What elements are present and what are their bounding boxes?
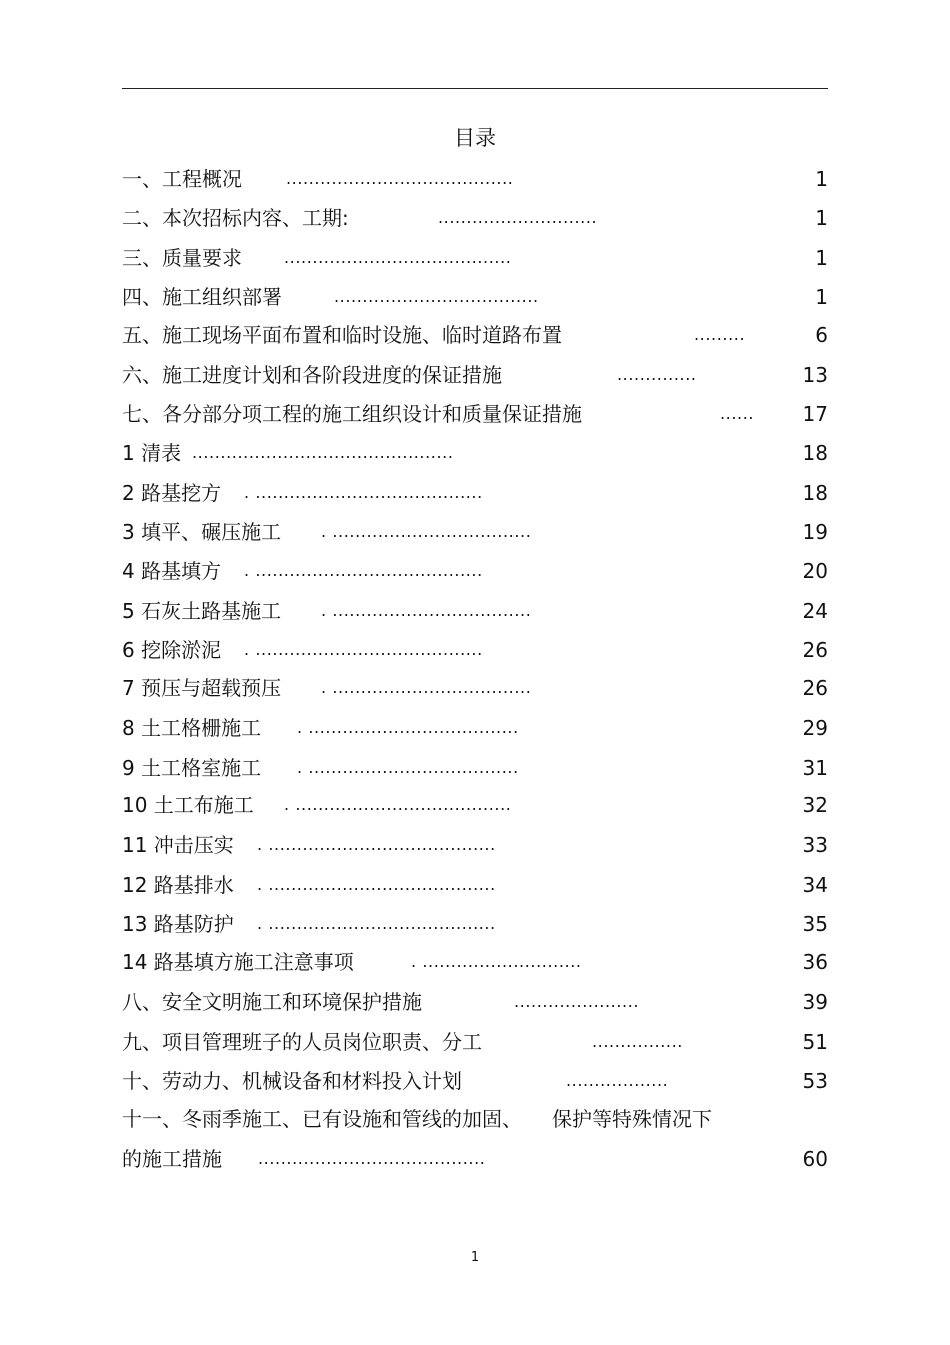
toc-entry — [122, 320, 828, 350]
toc-entry-text: 八、安全文明施工和环境保护措施 — [122, 990, 422, 1014]
toc-entry-text: 9 土工格室施工 — [122, 756, 262, 780]
toc-entry-page: 36 — [802, 950, 828, 974]
toc-entry — [122, 1144, 828, 1174]
toc-entry-leader: ........................................ — [284, 248, 512, 267]
toc-entry-leader: . ........................................ — [244, 561, 483, 580]
toc-entry — [122, 753, 828, 783]
toc-entry-page: 39 — [802, 990, 828, 1014]
toc-entry-leader: . ........................................ — [257, 875, 496, 894]
toc-entry-page: 1 — [815, 246, 828, 270]
toc-entry-text: 14 路基填方施工注意事项 — [122, 950, 354, 974]
toc-entry-page: 1 — [815, 206, 828, 230]
toc-entry-leader: . ................................... — [321, 601, 532, 620]
toc-entry — [122, 909, 828, 939]
toc-entry-text: 1 清表 — [122, 441, 182, 465]
toc-entry-text: 六、施工进度计划和各阶段进度的保证措施 — [122, 363, 502, 387]
toc-entry — [122, 673, 828, 703]
toc-entry-text: 四、施工组织部署 — [122, 285, 282, 309]
toc-entry-page: 19 — [802, 520, 828, 544]
toc-entry-text: 三、质量要求 — [122, 246, 242, 270]
toc-entry-leader: ........................................ — [286, 169, 514, 188]
toc-entry-leader: . ..................................... — [297, 758, 519, 777]
toc-entry-page: 17 — [802, 402, 828, 426]
toc-entry-page: 20 — [802, 559, 828, 583]
toc-entry — [122, 282, 828, 312]
page-number: 1 — [470, 1250, 480, 1265]
toc-entry-text: 10 土工布施工 — [122, 793, 254, 817]
toc-entry-leader: ...... — [720, 404, 755, 423]
toc-entry-page: 35 — [802, 912, 828, 936]
toc-entry — [122, 596, 828, 626]
toc-entry-page: 18 — [802, 481, 828, 505]
toc-entry — [122, 947, 828, 977]
toc-title: 目录 — [454, 126, 496, 150]
toc-entry-page: 29 — [802, 716, 828, 740]
toc-entry — [122, 870, 828, 900]
toc-entry-text: 3 填平、碾压施工 — [122, 520, 282, 544]
toc-entry-text: 4 路基填方 — [122, 559, 222, 583]
toc-entry-leader: . ........................................ — [244, 640, 483, 659]
toc-entry-leader: ......... — [694, 325, 746, 344]
toc-entry-page: 60 — [802, 1147, 828, 1171]
toc-entry-page: 34 — [802, 873, 828, 897]
toc-entry-leader: ............................ — [438, 208, 598, 227]
toc-entry-leader: . ................................... — [321, 678, 532, 697]
toc-entry-page: 18 — [802, 441, 828, 465]
toc-entry-text: 11 冲击压实 — [122, 833, 234, 857]
toc-entry-text: 五、施工现场平面布置和临时设施、临时道路布置 — [122, 323, 562, 347]
toc-entry-text: 12 路基排水 — [122, 873, 234, 897]
toc-entry-page: 31 — [802, 756, 828, 780]
toc-entry-text: 二、本次招标内容、工期: — [122, 206, 349, 230]
toc-entry — [122, 478, 828, 508]
toc-entry-leader: . ........................................ — [257, 835, 496, 854]
toc-entry-leader: . ........................................ — [257, 914, 496, 933]
toc-entry — [122, 164, 828, 194]
toc-entry-page: 1 — [815, 285, 828, 309]
toc-entry-leader: . ................................... — [321, 522, 532, 541]
toc-entry — [122, 517, 828, 547]
toc-entry-text: 2 路基挖方 — [122, 481, 222, 505]
toc-entry-text: 的施工措施 — [122, 1147, 222, 1171]
toc-entry-text: 5 石灰土路基施工 — [122, 599, 282, 623]
toc-entry — [122, 830, 828, 860]
toc-entry — [122, 203, 828, 233]
toc-entry — [122, 635, 828, 665]
toc-entry — [122, 790, 828, 820]
toc-entry-text: 8 土工格栅施工 — [122, 716, 262, 740]
toc-entry-page: 26 — [802, 638, 828, 662]
toc-entry-leader: ........................................ — [258, 1149, 486, 1168]
header-rule — [122, 88, 828, 89]
toc-entry-page: 32 — [802, 793, 828, 817]
toc-entry-page: 6 — [815, 323, 828, 347]
toc-entry — [122, 987, 828, 1017]
toc-entry-text: 九、项目管理班子的人员岗位职责、分工 — [122, 1030, 482, 1054]
toc-entry — [122, 1066, 828, 1096]
toc-entry-leader: .................................... — [334, 287, 539, 306]
toc-entry-leader: . ........................................ — [244, 483, 483, 502]
toc-entry-text: 十、劳动力、机械设备和材料投入计划 — [122, 1069, 462, 1093]
toc-entry — [122, 243, 828, 273]
toc-entry-page: 13 — [802, 363, 828, 387]
toc-entry-text: 七、各分部分项工程的施工组织设计和质量保证措施 — [122, 402, 582, 426]
toc-entry-leader: ................ — [592, 1032, 683, 1051]
toc-entry-page: 1 — [815, 167, 828, 191]
toc-entry-text: 13 路基防护 — [122, 912, 234, 936]
toc-entry-leader: . ..................................... — [297, 718, 519, 737]
toc-entry-leader: . ...................................... — [284, 795, 512, 814]
toc-entry-page: 24 — [802, 599, 828, 623]
toc-entry-leader: .................. — [566, 1071, 669, 1090]
toc-entry-text: 7 预压与超载预压 — [122, 676, 282, 700]
toc-entry — [122, 556, 828, 586]
toc-entry-leader: . ............................ — [411, 952, 582, 971]
toc-entry-page: 26 — [802, 676, 828, 700]
toc-entry-text: 一、工程概况 — [122, 167, 242, 191]
toc-entry-page: 33 — [802, 833, 828, 857]
toc-entry-leader: .............................................. — [192, 443, 454, 462]
toc-entry — [122, 399, 828, 429]
toc-entry-text: 6 挖除淤泥 — [122, 638, 222, 662]
toc-entry — [122, 1027, 828, 1057]
toc-entry-leader: .............. — [617, 365, 697, 384]
toc-entry-leader: ...................... — [514, 992, 640, 1011]
toc-entry-text: 十一、冬雨季施工、已有设施和管线的加固、 保护等特殊情况下 — [122, 1107, 712, 1131]
toc-entry — [122, 438, 828, 468]
toc-entry-page: 51 — [802, 1030, 828, 1054]
toc-entry-page: 53 — [802, 1069, 828, 1093]
toc-entry — [122, 1104, 828, 1134]
toc-entry — [122, 360, 828, 390]
toc-entry — [122, 713, 828, 743]
